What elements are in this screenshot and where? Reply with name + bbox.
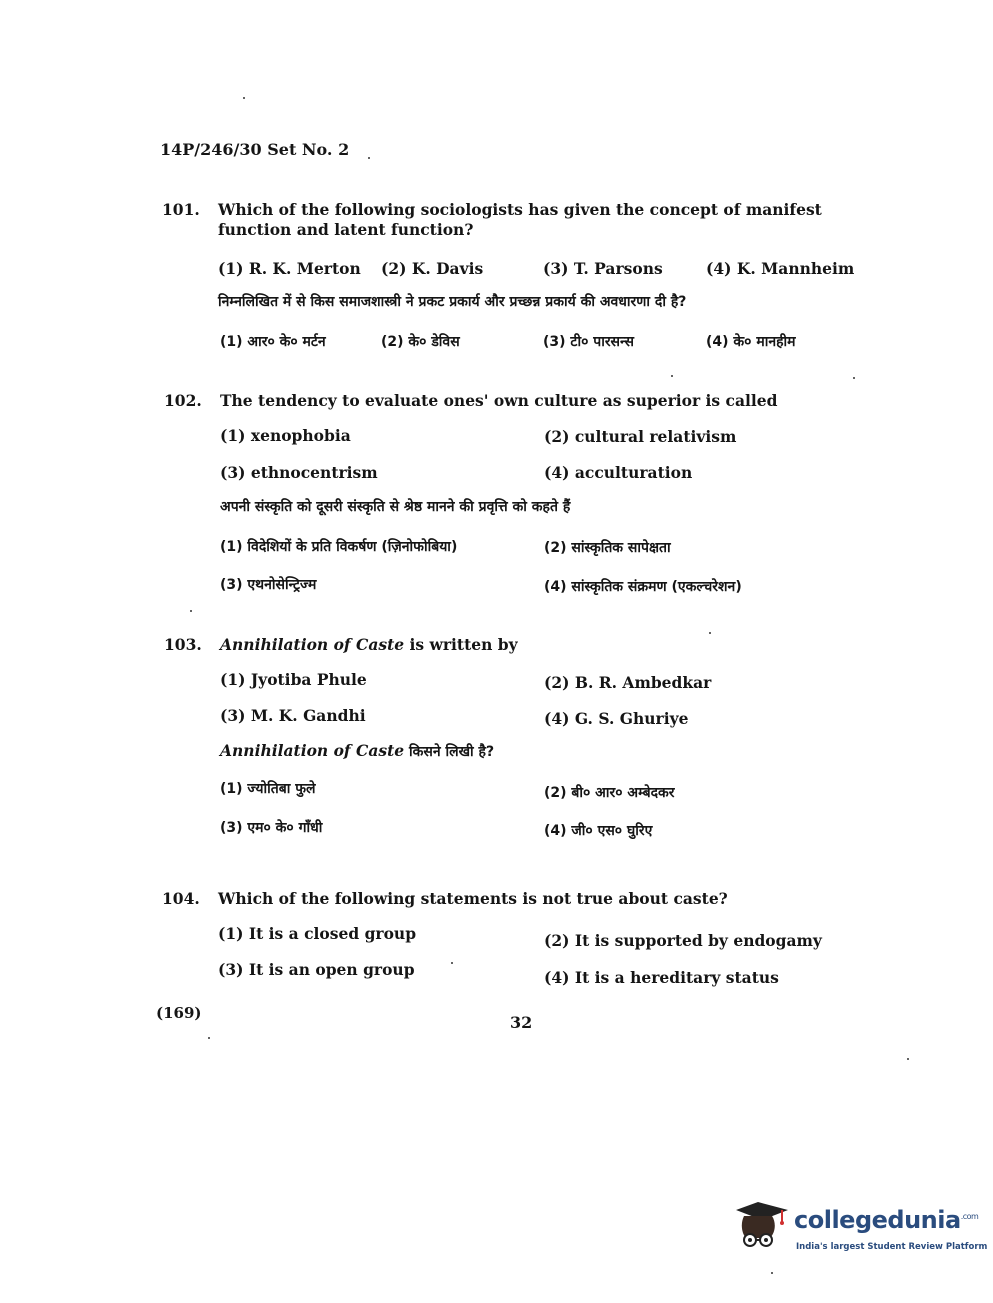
logo-wordmark	[794, 1206, 978, 1234]
scan-speck	[709, 632, 711, 634]
q103-hindi-option-4: (4) जी० एस० घुरिए	[544, 823, 653, 839]
q102-option-4: (4) acculturation	[544, 463, 693, 482]
q101-hindi-option-2: (2) के० डेविस	[381, 334, 460, 350]
q104-option-4: (4) It is a hereditary status	[544, 968, 779, 987]
q101-hindi-option-3: (3) टी० पारसन्स	[543, 334, 634, 350]
q102-hindi-option-2: (2) सांस्कृतिक सापेक्षता	[544, 540, 671, 556]
logo-tagline: India's largest Student Review Platform	[796, 1242, 988, 1252]
q103-hindi-option-2: (2) बी० आर० अम्बेदकर	[544, 785, 675, 801]
question-text: Which of the following sociologists has given the concept of manifest function and latent function?	[218, 200, 822, 239]
q102-hindi-text: अपनी संस्कृति को दूसरी संस्कृति से श्रेष्ठ मानने की प्रवृत्ति को कहते हैं	[220, 499, 571, 515]
question-number: 103.	[164, 635, 202, 654]
question-text: The tendency to evaluate ones' own culture as superior is called	[220, 391, 778, 410]
question-number: 102.	[164, 391, 202, 410]
scan-speck	[243, 97, 245, 99]
q104-option-1: (1) It is a closed group	[218, 924, 417, 943]
q102-option-3: (3) ethnocentrism	[220, 463, 378, 482]
q101-option-4: (4) K. Mannheim	[706, 259, 855, 278]
scan-speck	[451, 962, 453, 964]
q104-option-3: (3) It is an open group	[218, 960, 415, 979]
booklet-code: (169)	[156, 1004, 202, 1022]
question-text	[220, 635, 890, 655]
scan-speck	[208, 1037, 210, 1039]
q103-option-3: (3) M. K. Gandhi	[220, 706, 366, 725]
q103-option-2: (2) B. R. Ambedkar	[544, 673, 712, 692]
question-text: Which of the following statements is not true about caste?	[218, 889, 728, 908]
q103-hindi-text	[220, 741, 494, 761]
q102-hindi-option-1: (1) विदेशियों के प्रति विकर्षण (ज़िनोफोबिया)	[220, 539, 458, 555]
q102-option-2: (2) cultural relativism	[544, 427, 737, 446]
hindi-text-rest: किसने लिखी है?	[404, 744, 495, 760]
q102-hindi-option-4: (4) सांस्कृतिक संक्रमण (एकल्चरेशन)	[544, 579, 742, 595]
scan-speck	[190, 610, 192, 612]
q103-option-4: (4) G. S. Ghuriye	[544, 709, 689, 728]
set-code-header: 14P/246/30 Set No. 2	[160, 140, 350, 159]
q103-option-1: (1) Jyotiba Phule	[220, 670, 367, 689]
question-text-rest: is written by	[404, 635, 518, 654]
q101-hindi-option-1: (1) आर० के० मर्टन	[220, 334, 326, 350]
scan-speck	[907, 1058, 909, 1060]
scan-speck	[671, 375, 673, 377]
question-number: 101.	[162, 200, 200, 219]
q101-option-2: (2) K. Davis	[381, 259, 484, 278]
q101-option-1: (1) R. K. Merton	[218, 259, 361, 278]
page-number: 32	[510, 1013, 533, 1032]
q103-hindi-option-1: (1) ज्योतिबा फुले	[220, 781, 316, 797]
hindi-book-title: Annihilation of Caste	[220, 741, 405, 760]
logo-suffix: .com	[960, 1212, 979, 1221]
scan-speck	[368, 157, 370, 159]
book-title: Annihilation of Caste	[220, 635, 405, 654]
q102-option-1: (1) xenophobia	[220, 426, 351, 445]
question-number: 104.	[162, 889, 200, 908]
q101-hindi-option-4: (4) के० मानहीम	[706, 334, 796, 350]
q101-hindi-text: निम्नलिखित में से किस समाजशास्त्री ने प्रकट प्रकार्य और प्रच्छन्न प्रकार्य की अवधारणा दी है?	[218, 294, 687, 310]
collegedunia-logo	[736, 1196, 988, 1260]
q104-option-2: (2) It is supported by endogamy	[544, 931, 822, 950]
q103-hindi-option-3: (3) एम० के० गाँधी	[220, 820, 323, 836]
scan-speck	[771, 1272, 773, 1274]
q101-option-3: (3) T. Parsons	[543, 259, 663, 278]
mascot-icon	[736, 1196, 792, 1256]
scan-speck	[853, 377, 855, 379]
logo-name: collegedunia	[794, 1206, 961, 1234]
q102-hindi-option-3: (3) एथनोसेन्ट्रिज्म	[220, 577, 317, 593]
